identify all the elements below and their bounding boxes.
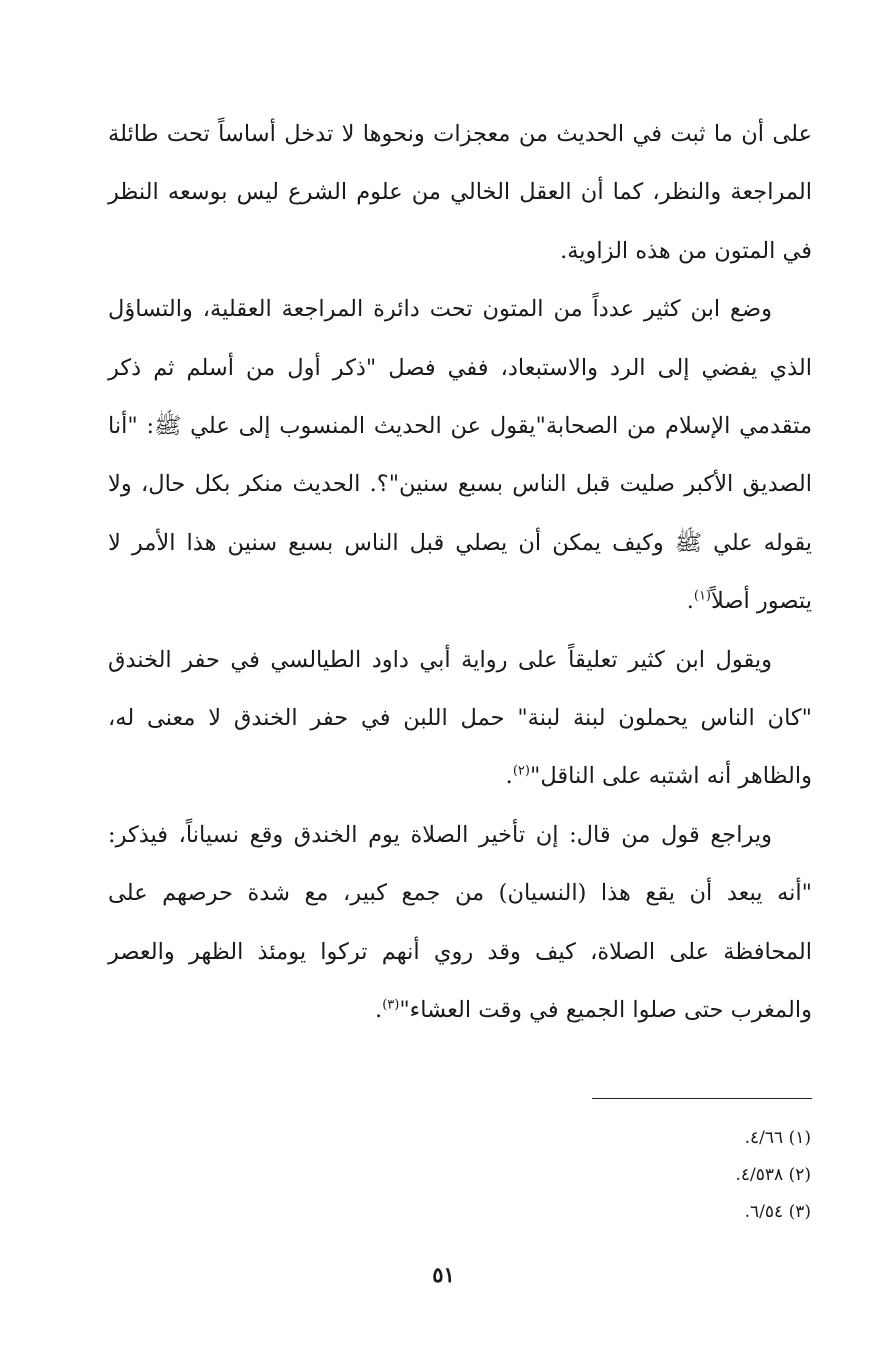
- page-number: ٥١: [432, 1262, 455, 1287]
- paragraph-3: ويقول ابن كثير تعليقاً على رواية أبي داود الطيالسي في حفر الخندق "كان الناس يحملون لبنة لبنة" حمل اللبن في حفر الخندق لا معنى له، والظاهر أنه اشتبه على الناقل"$^{(٢)}$.: [108, 646, 812, 790]
- main-text: [108, 105, 812, 1040]
- footnotes: [511, 1120, 811, 1231]
- paragraph-2: وضع ابن كثير عدداً من المتون تحت دائرة المراجعة العقلية، والتساؤل الذي يفضي إلى الرد والاستبعاد، ففي فصل "ذكر أول من أسلم ثم ذكر متقدمي الإسلام من الصحابة"يقول عن الحديث المنسوب إلى علي ﷺ: "أنا الصديق الأكبر صليت قبل الناس بسبع سنين"؟. الحديث منكر بكل حال، ولا يقوله علي ﷺ وكيف يمكن أن يصلي قبل الناس بسبع سنين هذا الأمر لا يتصور أصلاً$^{(١)}$.: [108, 296, 812, 615]
- footnote-separator: [592, 1098, 812, 1099]
- paragraph-1: على أن ما ثبت في الحديث من معجزات ونحوها لا تدخل أساساً تحت طائلة المراجعة والنظر، كما أن العقل الخالي من علوم الشرع ليس بوسعه النظر في المتون من هذه الزاوية.: [108, 121, 812, 264]
- footnote-reference-1[interactable]: (١): [693, 588, 711, 604]
- paragraph-4: ويراجع قول من قال: إن تأخير الصلاة يوم الخندق وقع نسياناً، فيذكر: "أنه يبعد أن يقع هذا (النسيان) من جمع كبير، مع شدة حرصهم على المحافظة على الصلاة، كيف وقد روي أنهم تركوا يومئذ الظهر والعصر والمغرب حتى صلوا الجميع في وقت العشاء"$^{(٣)}$.: [108, 821, 812, 1024]
- footnote-3: (٣) ٦/٥٤.: [744, 1202, 811, 1222]
- footnote-reference-2[interactable]: (٢): [512, 763, 530, 779]
- footnote-2: (٢) ٤/٥٣٨.: [735, 1165, 811, 1185]
- footnote-1: (١) ٤/٦٦.: [744, 1128, 811, 1148]
- footnote-reference-3[interactable]: (٣): [382, 997, 400, 1013]
